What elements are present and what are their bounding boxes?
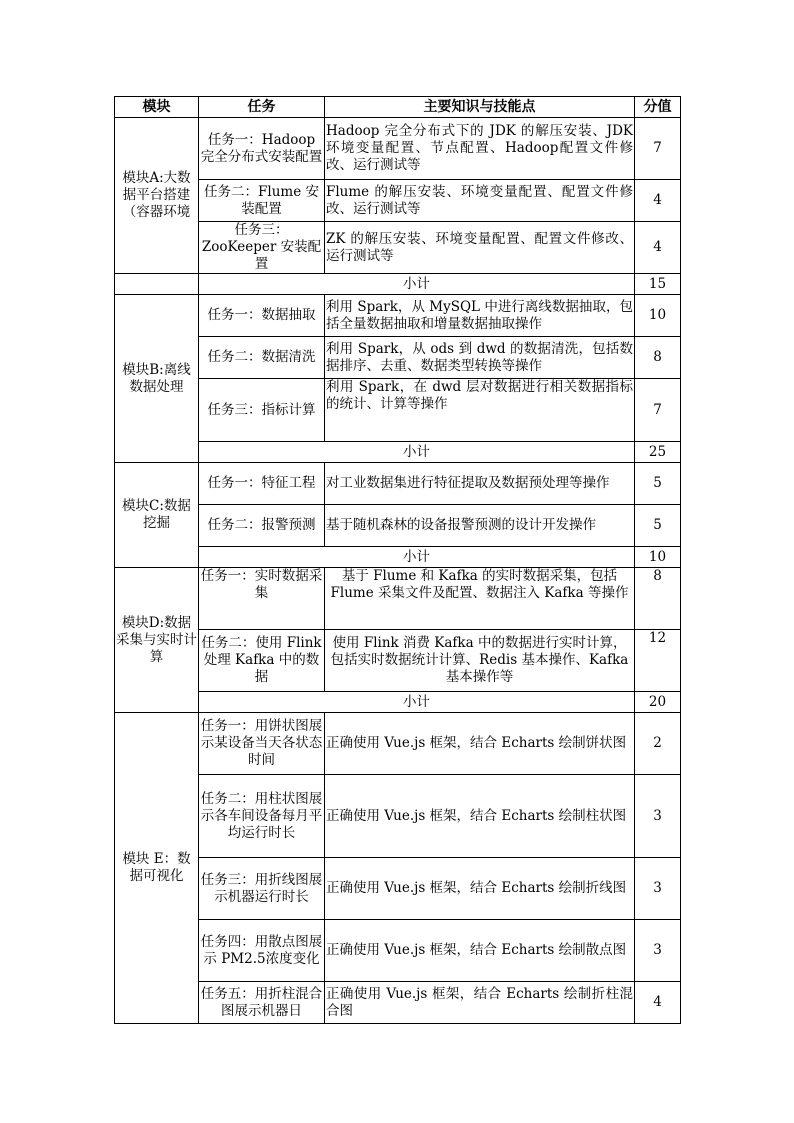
table-row xyxy=(115,180,681,222)
subtotal-label: 小计 xyxy=(199,274,635,295)
task-cell: 任务二：使用 Flink 处理 Kafka 中的数据 xyxy=(199,630,325,692)
knowledge-cell: Flume 的解压安装、环境变量配置、配置文件修改、运行测试等 xyxy=(325,180,635,222)
module-cell: 模块B:离线数据处理 xyxy=(115,295,199,463)
knowledge-cell: 正确使用 Vue.js 框架，结合 Echarts 绘制柱状图 xyxy=(325,775,635,858)
task-cell: 任务二：数据清洗 xyxy=(199,337,325,379)
table-row xyxy=(115,222,681,274)
subtotal-label: 小计 xyxy=(199,442,635,463)
table-row xyxy=(115,118,681,180)
task-cell: 任务二：用柱状图展示各车间设备每月平均运行时长 xyxy=(199,775,325,858)
task-cell: 任务三：指标计算 xyxy=(199,379,325,442)
subtotal-label: 小计 xyxy=(199,547,635,568)
task-cell: 任务一：数据抽取 xyxy=(199,295,325,337)
knowledge-cell: 利用 Spark，从 ods 到 dwd 的数据清洗，包括数据排序、去重、数据类型转换等操作 xyxy=(325,337,635,379)
score-cell: 3 xyxy=(635,858,681,920)
table-row xyxy=(115,337,681,379)
knowledge-cell: 正确使用 Vue.js 框架，结合 Echarts 绘制折柱混合图 xyxy=(325,982,635,1024)
subtotal-row xyxy=(115,692,681,713)
knowledge-cell: Hadoop 完全分布式下的 JDK 的解压安装、JDK 环境变量配置、节点配置、Hadoop配置文件修改、运行测试等 xyxy=(325,118,635,180)
score-cell: 5 xyxy=(635,463,681,505)
subtotal-label: 小计 xyxy=(199,692,635,713)
score-cell: 4 xyxy=(635,180,681,222)
knowledge-cell: 对工业数据集进行特征提取及数据预处理等操作 xyxy=(325,463,635,505)
task-cell: 任务五：用折柱混合图展示机器日 xyxy=(199,982,325,1024)
subtotal-value: 20 xyxy=(635,692,681,713)
score-cell: 8 xyxy=(635,337,681,379)
subtotal-value: 15 xyxy=(635,274,681,295)
header-score: 分值 xyxy=(635,97,681,118)
subtotal-row xyxy=(115,442,681,463)
knowledge-cell: 基于随机森林的设备报警预测的设计开发操作 xyxy=(325,505,635,547)
score-cell: 5 xyxy=(635,505,681,547)
task-cell: 任务一：Hadoop 完全分布式安装配置 xyxy=(199,118,325,180)
knowledge-cell: ZK 的解压安装、环境变量配置、配置文件修改、运行测试等 xyxy=(325,222,635,274)
table-row xyxy=(115,858,681,920)
table-row xyxy=(115,295,681,337)
score-cell: 3 xyxy=(635,775,681,858)
table-row xyxy=(115,713,681,775)
score-cell: 10 xyxy=(635,295,681,337)
score-cell: 3 xyxy=(635,920,681,982)
module-cell: 模块C:数据挖掘 xyxy=(115,463,199,568)
table-row xyxy=(115,568,681,630)
knowledge-cell: 利用 Spark，从 MySQL 中进行离线数据抽取，包括全量数据抽取和增量数据抽取操作 xyxy=(325,295,635,337)
knowledge-cell: 利用 Spark，在 dwd 层对数据进行相关数据指标的统计、计算等操作 xyxy=(325,379,635,442)
score-cell: 4 xyxy=(635,222,681,274)
subtotal-value: 25 xyxy=(635,442,681,463)
subtotal-row xyxy=(115,547,681,568)
knowledge-cell: 正确使用 Vue.js 框架，结合 Echarts 绘制折线图 xyxy=(325,858,635,920)
header-knowledge: 主要知识与技能点 xyxy=(325,97,635,118)
score-cell: 2 xyxy=(635,713,681,775)
score-cell: 4 xyxy=(635,982,681,1024)
task-cell: 任务二：Flume 安装配置 xyxy=(199,180,325,222)
knowledge-cell: 使用 Flink 消费 Kafka 中的数据进行实时计算，包括实时数据统计计算、Redis 基本操作、Kafka 基本操作等 xyxy=(325,630,635,692)
table-row xyxy=(115,463,681,505)
knowledge-cell: 基于 Flume 和 Kafka 的实时数据采集，包括 Flume 采集文件及配置、数据注入 Kafka 等操作 xyxy=(325,568,635,630)
score-cell: 7 xyxy=(635,118,681,180)
task-cell: 任务一：特征工程 xyxy=(199,463,325,505)
table-row xyxy=(115,920,681,982)
subtotal-row xyxy=(115,274,681,295)
task-cell: 任务三：ZooKeeper 安装配置 xyxy=(199,222,325,274)
subtotal-value: 10 xyxy=(635,547,681,568)
task-cell: 任务一：用饼状图展示某设备当天各状态时间 xyxy=(199,713,325,775)
table-row xyxy=(115,630,681,692)
score-cell: 8 xyxy=(635,568,681,630)
task-cell: 任务四：用散点图展示 PM2.5浓度变化 xyxy=(199,920,325,982)
table-row xyxy=(115,775,681,858)
skills-table xyxy=(114,96,681,1024)
knowledge-cell: 正确使用 Vue.js 框架，结合 Echarts 绘制散点图 xyxy=(325,920,635,982)
task-cell: 任务三：用折线图展示机器运行时长 xyxy=(199,858,325,920)
task-cell: 任务一：实时数据采集 xyxy=(199,568,325,630)
table-row xyxy=(115,379,681,442)
module-cell: 模块A:大数据平台搭建（容器环境 xyxy=(115,118,199,274)
score-cell: 7 xyxy=(635,379,681,442)
table-row xyxy=(115,505,681,547)
header-module: 模块 xyxy=(115,97,199,118)
module-cell: 模块 E：数据可视化 xyxy=(115,713,199,1024)
knowledge-cell: 正确使用 Vue.js 框架，结合 Echarts 绘制饼状图 xyxy=(325,713,635,775)
header-task: 任务 xyxy=(199,97,325,118)
task-cell: 任务二：报警预测 xyxy=(199,505,325,547)
score-cell: 12 xyxy=(635,630,681,692)
table-row xyxy=(115,982,681,1024)
module-cell: 模块D:数据采集与实时计算 xyxy=(115,568,199,713)
